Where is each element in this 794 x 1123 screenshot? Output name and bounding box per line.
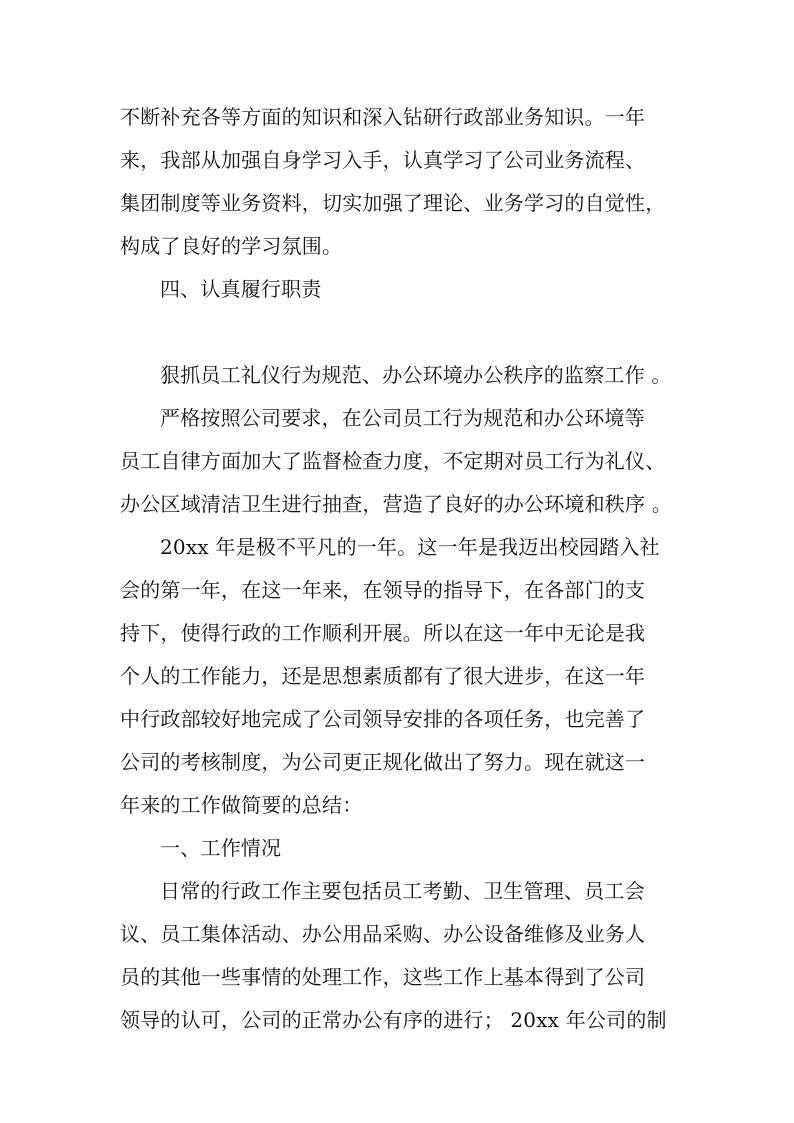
text-line: 员的其他一些事情的处理工作，这些工作上基本得到了公司 <box>120 965 646 989</box>
text-line: 员工自律方面加大了监督检查力度，不定期对员工行为礼仪、 <box>120 449 666 473</box>
text-line: 领导的认可，公司的正常办公有序的进行； 20xx 年公司的制 <box>120 1008 667 1032</box>
document-body <box>120 96 680 1042</box>
text-line: 20xx 年是极不平凡的一年。这一年是我迈出校园踏入社 <box>160 535 660 559</box>
text-line: 持下，使得行政的工作顺利开展。所以在这一年中无论是我 <box>120 621 646 645</box>
text-line: 中行政部较好地完成了公司领导安排的各项任务，也完善了 <box>120 707 646 731</box>
paragraph-gap <box>120 311 680 354</box>
text-line: 不断补充各等方面的知识和深入钻研行政部业务知识。一年 <box>120 105 646 129</box>
section-heading: 一、工作情况 <box>160 836 282 860</box>
section-heading: 四、认真履行职责 <box>160 277 322 301</box>
text-line: 个人的工作能力，还是思想素质都有了很大进步，在这一年 <box>120 664 646 688</box>
text-line: 构成了良好的学习氛围。 <box>120 234 343 258</box>
text-line: 公司的考核制度，为公司更正规化做出了努力。现在就这一 <box>120 750 646 774</box>
text-line: 狠抓员工礼仪行为规范、办公环境办公秩序的监察工作 。 <box>160 363 672 387</box>
text-line: 集团制度等业务资料，切实加强了理论、业务学习的自觉性， <box>120 191 666 215</box>
text-line: 日常的行政工作主要包括员工考勤、卫生管理、员工会 <box>160 879 645 903</box>
text-line: 年来的工作做简要的总结： <box>120 793 363 817</box>
text-line: 办公区域清洁卫生进行抽查，营造了良好的办公环境和秩序 。 <box>120 492 672 516</box>
text-line: 议、员工集体活动、办公用品采购、办公设备维修及业务人 <box>120 922 646 946</box>
text-line: 来，我部从加强自身学习入手，认真学习了公司业务流程、 <box>120 148 646 172</box>
text-line: 严格按照公司要求，在公司员工行为规范和办公环境等 <box>160 406 645 430</box>
text-line: 会的第一年，在这一年来，在领导的指导下，在各部门的支 <box>120 578 646 602</box>
